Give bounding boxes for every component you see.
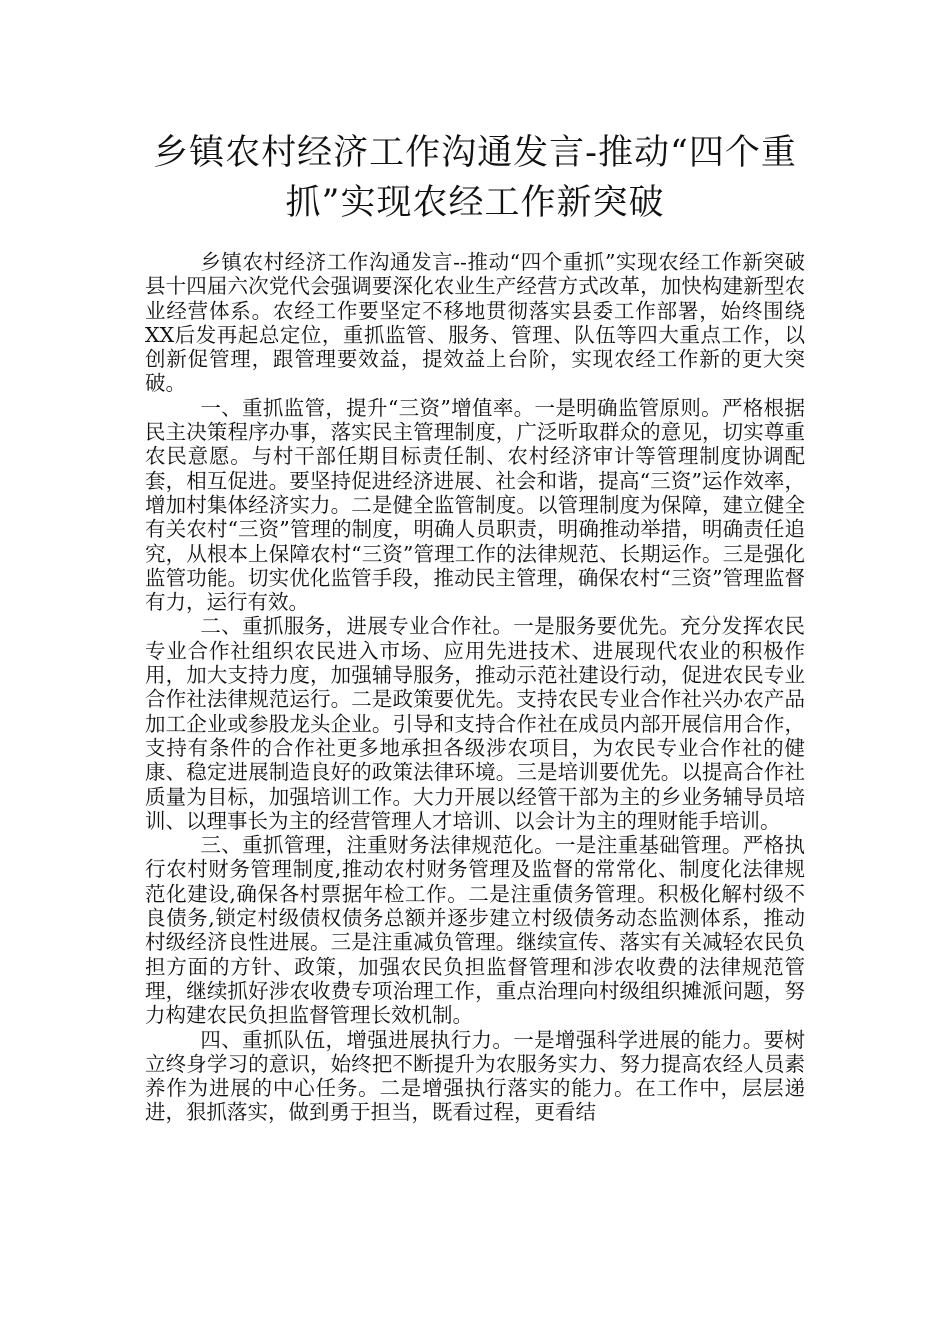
paragraph-section-4: 四、重抓队伍，增强进展执行力。一是增强科学进展的能力。要树立终身学习的意识，始终把不断提升为农服务实力、努力提高农经人员素养作为进展的中心任务。二是增强执行落实的能力。在工作中，层层递进，狠抓落实，做到勇于担当，既看过程，更看结 — [145, 1027, 805, 1125]
paragraph-section-1: 一、重抓监管，提升“三资”增值率。一是明确监管原则。严格根据民主决策程序办事，落实民主管理制度，广泛听取群众的意见，切实尊重农民意愿。与村干部任期目标责任制、农村经济审计等管理制度协调配套，相互促进。要坚持促进经济进展、社会和谐，提高“三资”运作效率，增加村集体经济实力。二是健全监管制度。以管理制度为保障，建立健全有关农村“三资”管理的制度，明确人员职责，明确推动举措，明确责任追究，从根本上保障农村“三资”管理工作的法律规范、长期运作。三是强化监管功能。切实优化监管手段，推动民主管理，确保农村“三资”管理监督有力，运行有效。 — [145, 395, 805, 615]
document-title: 乡镇农村经济工作沟通发言-推动“四个重抓”实现农经工作新突破 — [153, 133, 797, 223]
document-body — [145, 250, 826, 1125]
paragraph-intro: 乡镇农村经济工作沟通发言--推动“四个重抓”实现农经工作新突破 县十四届六次党代会强调要深化农业生产经营方式改革，加快构建新型农业经营体系。农经工作要坚定不移地贯彻落实县委工作部署，始终围绕XX后发再起总定位，重抓监管、服务、管理、队伍等四大重点工作，以创新促管理，跟管理要效益，提效益上台阶，实现农经工作新的更大突破。 — [145, 250, 826, 396]
paragraph-section-2: 二、重抓服务，进展专业合作社。一是服务要优先。充分发挥农民专业合作社组织农民进入市场、应用先进技术、进展现代农业的积极作用，加大支持力度，加强辅导服务，推动示范社建设行动，促进农民专业合作社法律规范运行。二是政策要优先。支持农民专业合作社兴办农产品加工企业或参股龙头企业。引导和支持合作社在成员内部开展信用合作，支持有条件的合作社更多地承担各级涉农项目，为农民专业合作社的健康、稳定进展制造良好的政策法律环境。三是培训要优先。以提高合作社质量为目标，加强培训工作。大力开展以经管干部为主的乡业务辅导员培训、以理事长为主的经营管理人才培训、以会计为主的理财能手培训。 — [145, 614, 805, 833]
paragraph-section-3: 三、重抓管理，注重财务法律规范化。一是注重基础管理。严格执行农村财务管理制度,推动农村财务管理及监督的常常化、制度化法律规范化建设,确保各村票据年检工作。二是注重债务管理。积极化解村级不良债务,锁定村级债权债务总额并逐步建立村级债务动态监测体系，推动村级经济良性进展。三是注重减负管理。继续宣传、落实有关减轻农民负担方面的方针、政策，加强农民负担监督管理和涉农收费的法律规范管理，继续抓好涉农收费专项治理工作，重点治理向村级组织摊派问题，努力构建农民负担监督管理长效机制。 — [145, 833, 805, 1028]
